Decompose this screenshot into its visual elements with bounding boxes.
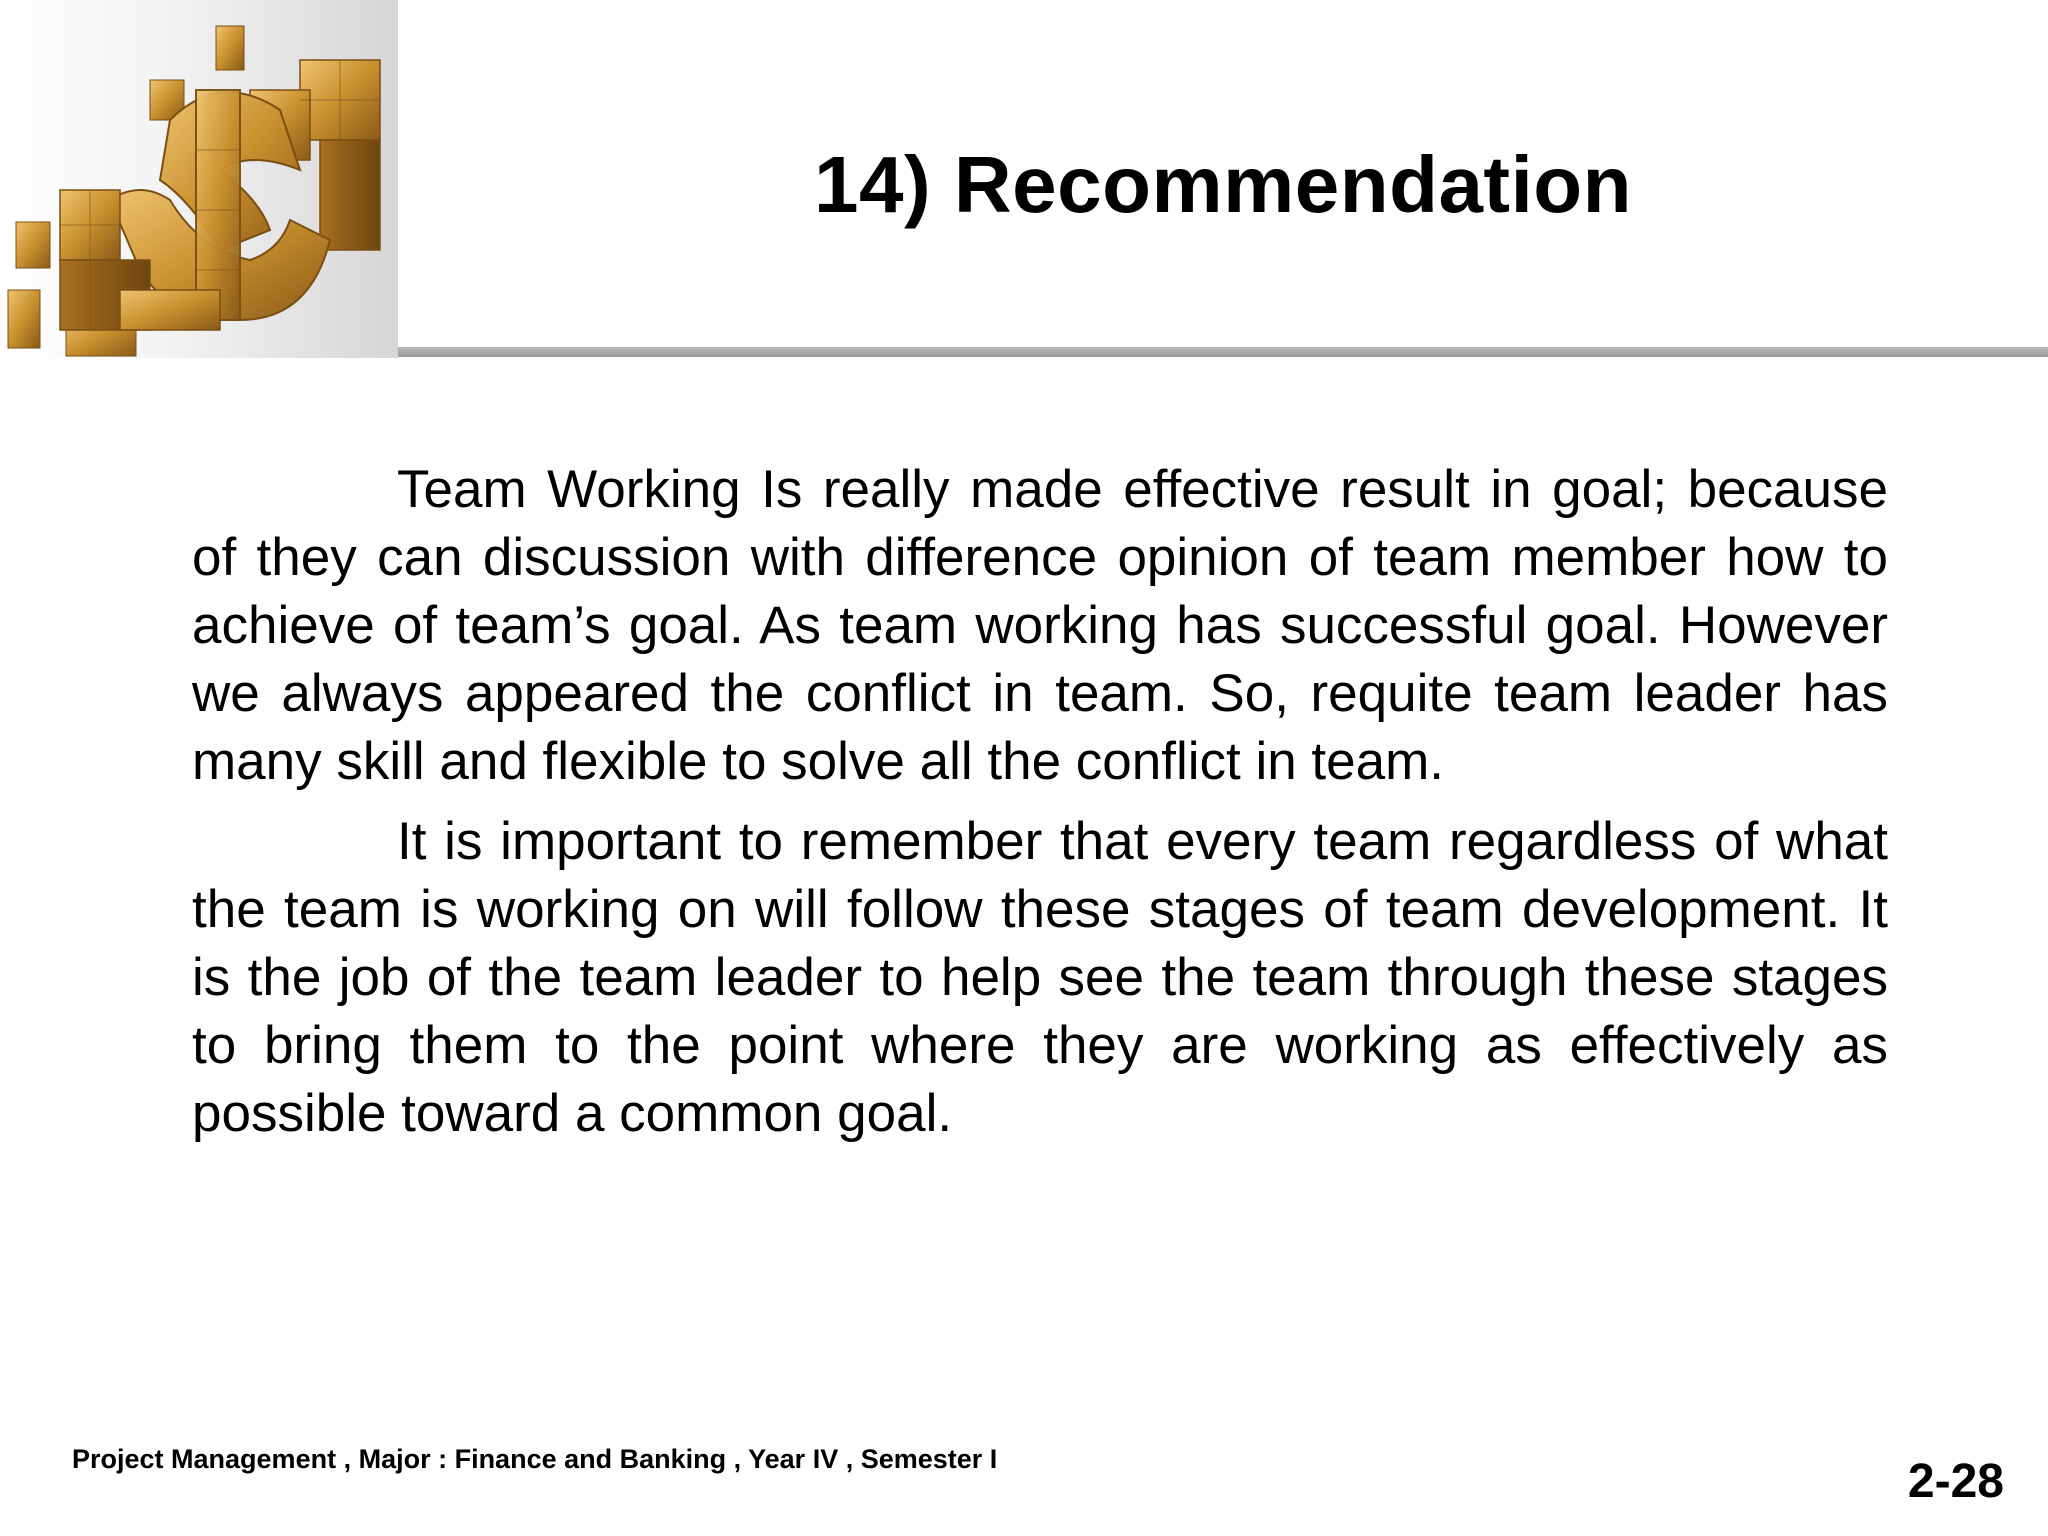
dollar-sign-blocks-icon [0,0,398,358]
logo-area [0,0,398,358]
header-divider [398,347,2048,357]
paragraph-1: Team Working Is really made effective result in goal; because of they can discussion with difference opinion of team member how to achieve of team’s goal. As team working has successful goal. However we always appeared the conflict in team. So, requite team leader has many skill and flexible to solve all the conflict in team. [192,460,1888,791]
slide-title: 14) Recommendation [813,140,1633,229]
page-number: 2-28 [1907,1455,2004,1508]
paragraph-2: It is important to remember that every team regardless of what the team is working on will follow these stages of team development. It is the job of the team leader to help see the team through these stages to bring them to the point where they are working as effectively as possible toward a common goal. [192,812,1888,1143]
footer-course-info: Project Management , Major : Finance and Banking , Year IV , Semester I [72,1444,998,1474]
slide-body [192,456,1888,1160]
